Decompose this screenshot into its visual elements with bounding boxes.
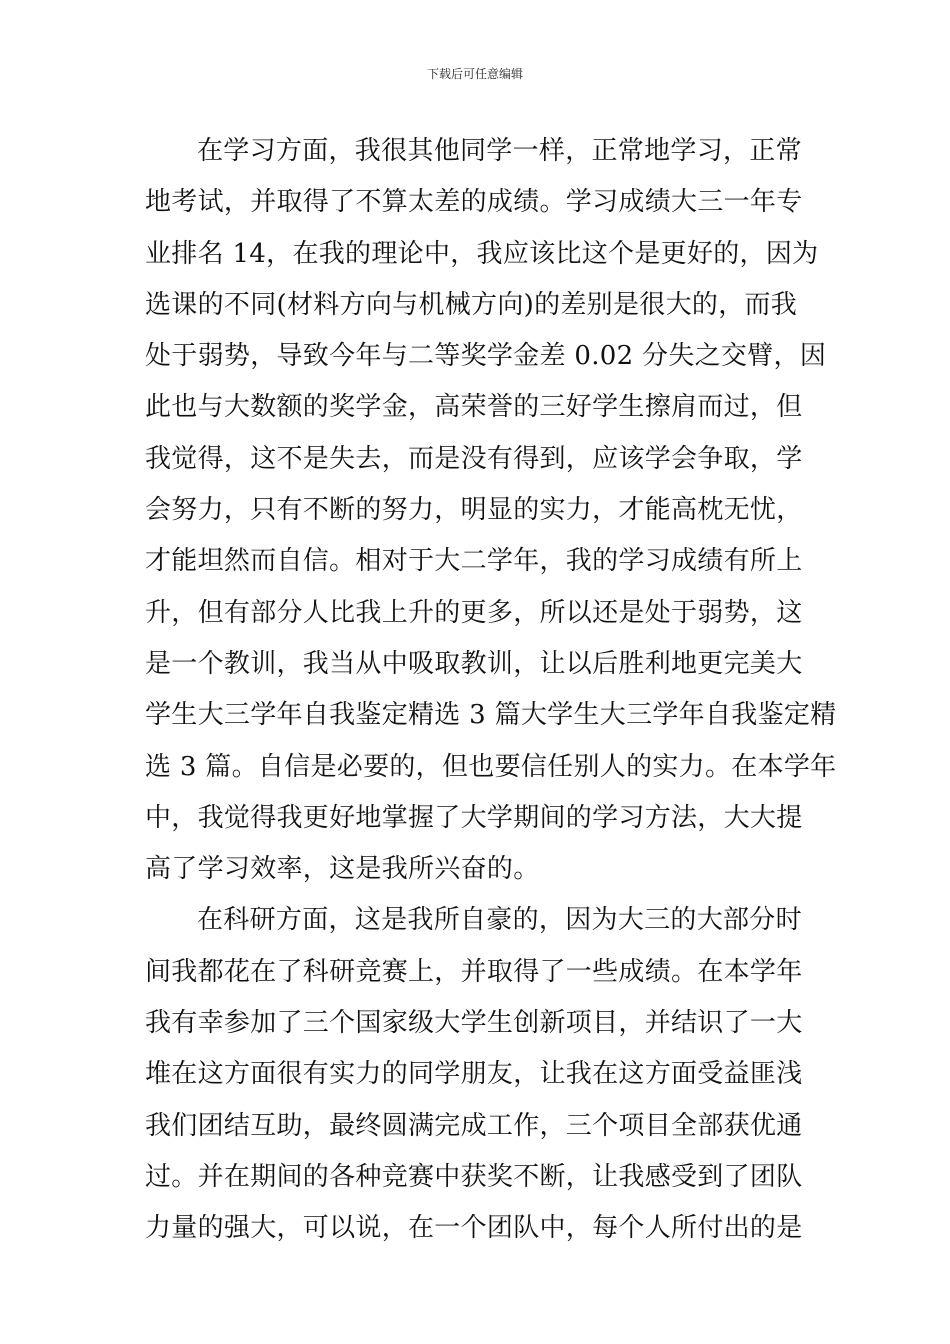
text-line: 堆在这方面很有实力的同学朋友，让我在这方面受益匪浅: [145, 1059, 803, 1090]
text-line: 过。并在期间的各种竞赛中获奖不断，让我感受到了团队: [145, 1161, 803, 1192]
text-line: 会努力，只有不断的努力，明显的实力，才能高枕无忧，: [145, 495, 803, 526]
text-line: 中，我觉得我更好地掌握了大学期间的学习方法，大大提: [145, 802, 803, 833]
text-line: 力量的强大，可以说，在一个团队中，每个人所付出的是: [145, 1213, 803, 1244]
text-line: 处于弱势，导致今年与二等奖学金差 0.02 分失之交臂，因: [145, 341, 827, 372]
paragraph-study: [145, 128, 837, 897]
text-line: 才能坦然而自信。相对于大二学年，我的学习成绩有所上: [145, 546, 803, 577]
text-line: 在学习方面，我很其他同学一样，正常地学习，正常: [197, 136, 802, 166]
document-body: [145, 128, 837, 1257]
page-header: 下载后可任意编辑: [426, 67, 523, 81]
text-line: 此也与大数额的奖学金，高荣誉的三好学生擦肩而过，但: [145, 392, 803, 423]
text-line: 我觉得，这不是失去，而是没有得到，应该学会争取，学: [145, 443, 803, 474]
text-line: 我们团结互助，最终圆满完成工作，三个项目全部获优通: [145, 1110, 803, 1141]
text-line: 是一个教训，我当从中吸取教训，让以后胜利地更完美大: [145, 648, 803, 679]
text-line: 业排名 14，在我的理论中，我应该比这个是更好的，因为: [145, 238, 819, 269]
text-line: 学生大三学年自我鉴定精选 3 篇大学生大三学年自我鉴定精: [145, 700, 837, 731]
paragraph-research: [145, 897, 807, 1256]
text-line: 选课的不同(材料方向与机械方向)的差别是很大的，而我: [145, 289, 798, 320]
text-line: 选 3 篇。自信是必要的，但也要信任别人的实力。在本学年: [145, 751, 837, 782]
text-line: 升，但有部分人比我上升的更多，所以还是处于弱势，这: [145, 597, 803, 628]
text-line: 地考试，并取得了不算太差的成绩。学习成绩大三一年专: [145, 187, 803, 218]
text-line: 我有幸参加了三个国家级大学生创新项目，并结识了一大: [145, 1008, 803, 1039]
text-line: 间我都花在了科研竞赛上，并取得了一些成绩。在本学年: [145, 956, 803, 987]
text-line: 在科研方面，这是我所自豪的，因为大三的大部分时: [197, 905, 802, 936]
text-line: 高了学习效率，这是我所兴奋的。: [145, 854, 540, 885]
